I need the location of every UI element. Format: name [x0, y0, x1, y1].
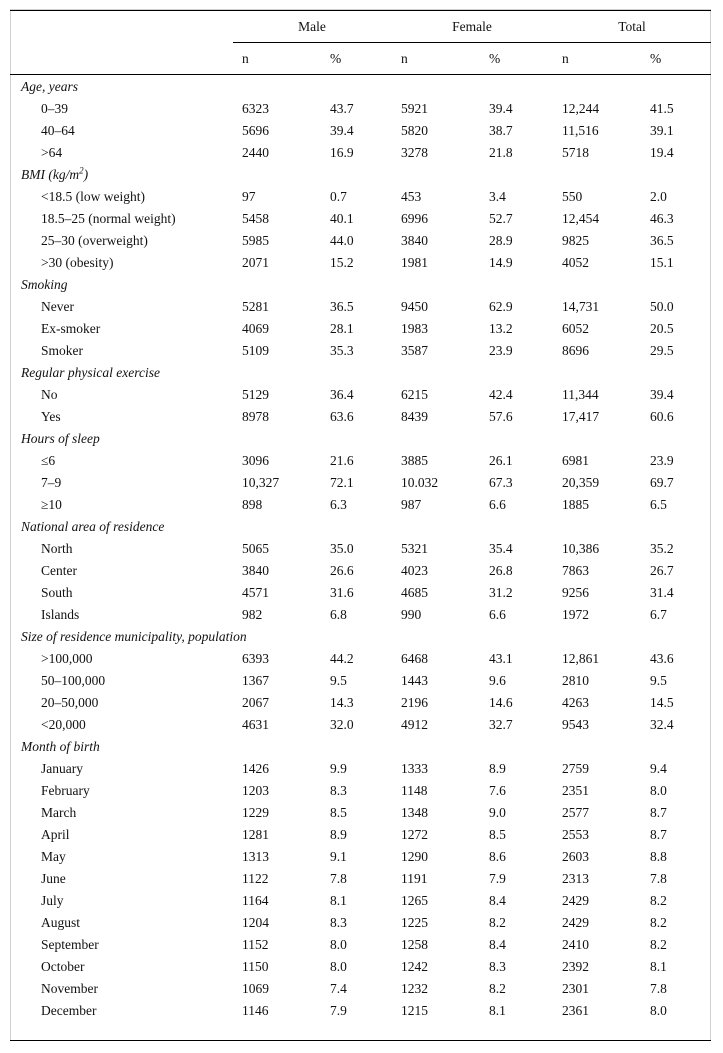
table-cell: 8.5	[489, 827, 506, 842]
table-cell: 6.6	[489, 607, 506, 622]
table-cell: 50.0	[650, 299, 674, 314]
table-cell: 9825	[562, 233, 589, 248]
table-cell: 97	[242, 189, 256, 204]
subheader-total-n: n	[562, 51, 569, 66]
table-cell: 1983	[401, 321, 428, 336]
row-label: >64	[41, 145, 63, 160]
table-cell: 1203	[242, 783, 269, 798]
table-cell: 7.9	[330, 1003, 347, 1018]
table-cell: 38.7	[489, 123, 513, 138]
table-cell: 35.3	[330, 343, 354, 358]
table-cell: 5696	[242, 123, 269, 138]
table-cell: 1191	[401, 871, 428, 886]
table-cell: 1367	[242, 673, 269, 688]
row-label: January	[41, 761, 83, 776]
table-cell: 1281	[242, 827, 269, 842]
table-cell: 6996	[401, 211, 428, 226]
section-title-text: Age, years	[21, 79, 78, 94]
table-cell: 14.9	[489, 255, 513, 270]
table-cell: 6215	[401, 387, 428, 402]
table-cell: 63.6	[330, 409, 354, 424]
row-label: ≤6	[41, 453, 56, 468]
table-cell: 28.1	[330, 321, 354, 336]
table-cell: 9.1	[330, 849, 347, 864]
table-cell: 1204	[242, 915, 269, 930]
table-cell: 1122	[242, 871, 269, 886]
table-cell: 2759	[562, 761, 589, 776]
table-cell: 8.0	[330, 937, 347, 952]
table-cell: 2067	[242, 695, 269, 710]
section-title	[21, 365, 160, 381]
table-cell: 8.1	[330, 893, 347, 908]
table-cell: 8.2	[650, 893, 667, 908]
table-cell: 5065	[242, 541, 269, 556]
table-cell: 5109	[242, 343, 269, 358]
row-label: 20–50,000	[41, 695, 99, 710]
table-cell: 35.0	[330, 541, 354, 556]
table-cell: 9.4	[650, 761, 667, 776]
table-cell: 8978	[242, 409, 269, 424]
table-cell: 15.1	[650, 255, 674, 270]
table-cell: 14.5	[650, 695, 674, 710]
table-cell: 35.4	[489, 541, 513, 556]
table-cell: 1313	[242, 849, 269, 864]
subheader-male-n: n	[242, 51, 249, 66]
row-label: >30 (obesity)	[41, 255, 114, 270]
table-cell: 69.7	[650, 475, 674, 490]
table-cell: 9.5	[330, 673, 347, 688]
table-cell: 26.7	[650, 563, 674, 578]
table-cell: 46.3	[650, 211, 674, 226]
header-group-rule	[233, 42, 711, 43]
table-cell: 35.2	[650, 541, 674, 556]
table-cell: 60.6	[650, 409, 674, 424]
table-cell: 8.0	[330, 959, 347, 974]
row-label: Center	[41, 563, 77, 578]
table-cell: 2810	[562, 673, 589, 688]
row-label: March	[41, 805, 77, 820]
table-cell: 8.3	[489, 959, 506, 974]
table-cell: 2429	[562, 893, 589, 908]
table-cell: 5129	[242, 387, 269, 402]
table-cell: 2577	[562, 805, 589, 820]
row-label: September	[41, 937, 99, 952]
row-label: 0–39	[41, 101, 68, 116]
section-title	[21, 79, 78, 95]
row-label: South	[41, 585, 73, 600]
row-label: 40–64	[41, 123, 75, 138]
table-cell: 1972	[562, 607, 589, 622]
subheader-female-n: n	[401, 51, 408, 66]
table-cell: 39.1	[650, 123, 674, 138]
row-label: 25–30 (overweight)	[41, 233, 148, 248]
table-cell: 43.7	[330, 101, 354, 116]
table-cell: 12,244	[562, 101, 600, 116]
table-cell: 32.0	[330, 717, 354, 732]
section-title-text: Hours of sleep	[21, 431, 100, 446]
row-label: October	[41, 959, 85, 974]
table-cell: 31.4	[650, 585, 674, 600]
row-label: No	[41, 387, 58, 402]
table-cell: 4631	[242, 717, 269, 732]
table-cell: 1069	[242, 981, 269, 996]
table-cell: 4052	[562, 255, 589, 270]
header-group-total: Total	[618, 19, 646, 34]
table-cell: 1215	[401, 1003, 428, 1018]
table-cell: 2429	[562, 915, 589, 930]
row-label: ≥10	[41, 497, 62, 512]
table-cell: 5921	[401, 101, 428, 116]
row-label: December	[41, 1003, 97, 1018]
table-cell: 44.2	[330, 651, 354, 666]
table-cell: 7.8	[650, 981, 667, 996]
row-label: <18.5 (low weight)	[41, 189, 145, 204]
table-cell: 5281	[242, 299, 269, 314]
bottom-rule	[10, 1040, 711, 1041]
table-cell: 3096	[242, 453, 269, 468]
section-title-text: National area of residence	[21, 519, 165, 534]
table-cell: 36.5	[650, 233, 674, 248]
table-cell: 10,327	[242, 475, 280, 490]
table-cell: 7.9	[489, 871, 506, 886]
table-cell: 1258	[401, 937, 428, 952]
table-cell: 2301	[562, 981, 589, 996]
table-cell: 5985	[242, 233, 269, 248]
table-cell: 8.8	[650, 849, 667, 864]
table-cell: 43.6	[650, 651, 674, 666]
table-cell: 14.6	[489, 695, 513, 710]
table-cell: 42.4	[489, 387, 513, 402]
table-cell: 1232	[401, 981, 428, 996]
table-cell: 2361	[562, 1003, 589, 1018]
section-title-superscript: 2	[79, 165, 84, 176]
table-cell: 23.9	[489, 343, 513, 358]
table-cell: 9.5	[650, 673, 667, 688]
table-cell: 982	[242, 607, 263, 622]
section-title-suffix: )	[83, 167, 89, 182]
table-cell: 2.0	[650, 189, 667, 204]
header-bottom-rule	[10, 74, 711, 75]
table-cell: 8439	[401, 409, 428, 424]
table-cell: 29.5	[650, 343, 674, 358]
table-cell: 1443	[401, 673, 428, 688]
table-cell: 1225	[401, 915, 428, 930]
table-cell: 2313	[562, 871, 589, 886]
row-label: >100,000	[41, 651, 93, 666]
table-cell: 28.9	[489, 233, 513, 248]
table-cell: 8.0	[650, 783, 667, 798]
table-cell: 5458	[242, 211, 269, 226]
table-cell: 550	[562, 189, 583, 204]
row-label: 7–9	[41, 475, 62, 490]
table-cell: 3840	[401, 233, 428, 248]
table-cell: 8.2	[650, 915, 667, 930]
table-cell: 8.9	[330, 827, 347, 842]
header-group-male: Male	[298, 19, 326, 34]
row-label: Ex-smoker	[41, 321, 101, 336]
row-label: Never	[41, 299, 74, 314]
table-cell: 9.9	[330, 761, 347, 776]
table-cell: 6.8	[330, 607, 347, 622]
table-cell: 9.6	[489, 673, 506, 688]
table-cell: 2603	[562, 849, 589, 864]
table-cell: 11,516	[562, 123, 599, 138]
table-cell: 11,344	[562, 387, 599, 402]
table-cell: 5820	[401, 123, 428, 138]
table-cell: 1981	[401, 255, 428, 270]
table-cell: 9256	[562, 585, 589, 600]
table-cell: 14,731	[562, 299, 600, 314]
row-label: August	[41, 915, 81, 930]
table-cell: 23.9	[650, 453, 674, 468]
table-cell: 1164	[242, 893, 269, 908]
table-cell: 12,454	[562, 211, 600, 226]
table-cell: 2392	[562, 959, 589, 974]
table-cell: 16.9	[330, 145, 354, 160]
table-cell: 8.2	[489, 981, 506, 996]
table-cell: 10,386	[562, 541, 600, 556]
table-cell: 5321	[401, 541, 428, 556]
table-cell: 1333	[401, 761, 428, 776]
table-cell: 3278	[401, 145, 428, 160]
table-cell: 67.3	[489, 475, 513, 490]
section-title-text: BMI (kg/m	[21, 167, 80, 182]
table-cell: 14.3	[330, 695, 354, 710]
table-cell: 31.6	[330, 585, 354, 600]
section-title-text: Smoking	[21, 277, 68, 292]
table-cell: 3885	[401, 453, 428, 468]
table-cell: 6052	[562, 321, 589, 336]
table-cell: 6323	[242, 101, 269, 116]
table-cell: 6468	[401, 651, 428, 666]
table-cell: 4912	[401, 717, 428, 732]
subheader-male-pct: %	[330, 51, 342, 66]
table-cell: 26.6	[330, 563, 354, 578]
table-cell: 987	[401, 497, 422, 512]
table-cell: 1272	[401, 827, 428, 842]
table-cell: 2351	[562, 783, 589, 798]
table-cell: 62.9	[489, 299, 513, 314]
table-cell: 1265	[401, 893, 428, 908]
row-label: February	[41, 783, 90, 798]
table-cell: 7.6	[489, 783, 506, 798]
table-cell: 8.4	[489, 893, 506, 908]
section-title	[21, 277, 68, 293]
table-cell: 1146	[242, 1003, 269, 1018]
table-cell: 7863	[562, 563, 589, 578]
table-cell: 9.0	[489, 805, 506, 820]
table-cell: 6.7	[650, 607, 667, 622]
table-cell: 8.6	[489, 849, 506, 864]
row-label: <20,000	[41, 717, 86, 732]
section-title	[21, 739, 100, 755]
table-cell: 1426	[242, 761, 269, 776]
table-cell: 4069	[242, 321, 269, 336]
table-cell: 26.8	[489, 563, 513, 578]
table-cell: 1148	[401, 783, 428, 798]
row-label: North	[41, 541, 73, 556]
top-rule	[10, 10, 711, 11]
table-cell: 7.8	[650, 871, 667, 886]
table-cell: 1290	[401, 849, 428, 864]
row-label: May	[41, 849, 66, 864]
row-label: Smoker	[41, 343, 83, 358]
table-cell: 7.4	[330, 981, 347, 996]
table-cell: 4263	[562, 695, 589, 710]
table-cell: 72.1	[330, 475, 354, 490]
table-cell: 7.8	[330, 871, 347, 886]
table-cell: 8.5	[330, 805, 347, 820]
table-cell: 4685	[401, 585, 428, 600]
row-label: Yes	[41, 409, 61, 424]
row-label: 50–100,000	[41, 673, 106, 688]
table-cell: 8.0	[650, 1003, 667, 1018]
table-cell: 39.4	[650, 387, 674, 402]
table-cell: 6393	[242, 651, 269, 666]
table-cell: 12,861	[562, 651, 600, 666]
table-cell: 41.5	[650, 101, 674, 116]
table-cell: 36.5	[330, 299, 354, 314]
table-cell: 5718	[562, 145, 589, 160]
table-cell: 17,417	[562, 409, 600, 424]
section-title-text: Month of birth	[21, 739, 100, 754]
table-cell: 8.2	[489, 915, 506, 930]
row-label: July	[41, 893, 64, 908]
table-cell: 20.5	[650, 321, 674, 336]
table-cell: 3.4	[489, 189, 506, 204]
table-cell: 40.1	[330, 211, 354, 226]
table-cell: 1152	[242, 937, 269, 952]
table-cell: 9450	[401, 299, 428, 314]
section-title	[21, 431, 100, 447]
row-label: November	[41, 981, 98, 996]
table-cell: 39.4	[489, 101, 513, 116]
table-cell: 9543	[562, 717, 589, 732]
table-cell: 52.7	[489, 211, 513, 226]
row-label: Islands	[41, 607, 80, 622]
table-cell: 990	[401, 607, 422, 622]
table-cell: 39.4	[330, 123, 354, 138]
table-cell: 1885	[562, 497, 589, 512]
table-cell: 36.4	[330, 387, 354, 402]
table-cell: 1348	[401, 805, 428, 820]
section-title	[21, 519, 164, 535]
table-cell: 2553	[562, 827, 589, 842]
table-cell: 898	[242, 497, 263, 512]
row-label: 18.5–25 (normal weight)	[41, 211, 176, 226]
table-cell: 2410	[562, 937, 589, 952]
table-cell: 1150	[242, 959, 269, 974]
table-cell: 453	[401, 189, 422, 204]
table-cell: 8.3	[330, 783, 347, 798]
table-cell: 8.7	[650, 805, 667, 820]
table-cell: 6.3	[330, 497, 347, 512]
subheader-female-pct: %	[489, 51, 501, 66]
table-cell: 8.1	[489, 1003, 506, 1018]
table-cell: 26.1	[489, 453, 513, 468]
table-cell: 3840	[242, 563, 269, 578]
table-cell: 32.7	[489, 717, 513, 732]
table-cell: 21.8	[489, 145, 513, 160]
subheader-total-pct: %	[650, 51, 662, 66]
section-title-text: Size of residence municipality, population	[21, 629, 247, 644]
table-cell: 0.7	[330, 189, 347, 204]
table-cell: 6.5	[650, 497, 667, 512]
table-cell: 10.032	[401, 475, 439, 490]
table-cell: 8.4	[489, 937, 506, 952]
table-cell: 8.7	[650, 827, 667, 842]
section-title	[21, 167, 88, 183]
table-cell: 43.1	[489, 651, 513, 666]
section-title	[21, 629, 247, 645]
table-cell: 6981	[562, 453, 589, 468]
table-cell: 31.2	[489, 585, 513, 600]
table-cell: 15.2	[330, 255, 354, 270]
table-cell: 1229	[242, 805, 269, 820]
row-label: June	[41, 871, 66, 886]
table-cell: 1242	[401, 959, 428, 974]
table-cell: 8.3	[330, 915, 347, 930]
table-cell: 4571	[242, 585, 269, 600]
table-cell: 2196	[401, 695, 428, 710]
table-cell: 4023	[401, 563, 428, 578]
table-cell: 8.9	[489, 761, 506, 776]
table-cell: 8.2	[650, 937, 667, 952]
section-title-text: Regular physical exercise	[21, 365, 160, 380]
table-cell: 19.4	[650, 145, 674, 160]
table-cell: 8696	[562, 343, 589, 358]
table-cell: 13.2	[489, 321, 513, 336]
table-cell: 21.6	[330, 453, 354, 468]
header-group-female: Female	[452, 19, 492, 34]
table-cell: 20,359	[562, 475, 600, 490]
table-cell: 2440	[242, 145, 269, 160]
table-cell: 3587	[401, 343, 428, 358]
table-cell: 8.1	[650, 959, 667, 974]
row-label: April	[41, 827, 70, 842]
table-cell: 44.0	[330, 233, 354, 248]
table-cell: 6.6	[489, 497, 506, 512]
table-cell: 57.6	[489, 409, 513, 424]
table-cell: 2071	[242, 255, 269, 270]
table-cell: 32.4	[650, 717, 674, 732]
